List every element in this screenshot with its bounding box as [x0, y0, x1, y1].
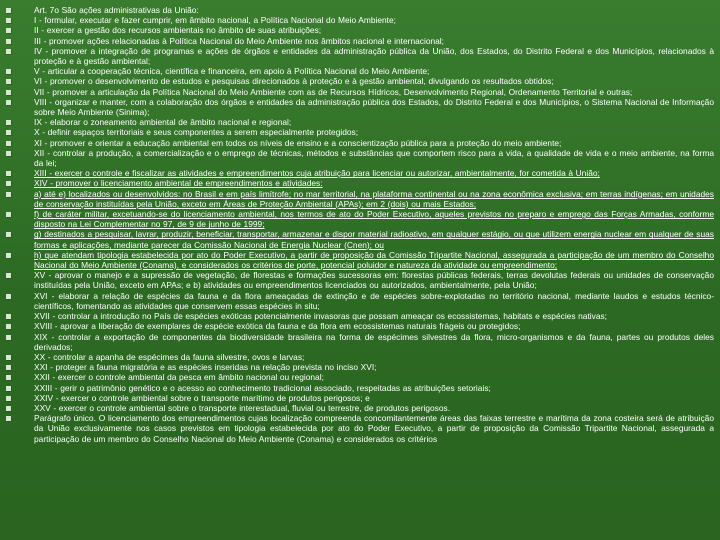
list-item [6, 352, 714, 362]
list-item-text: IX - elaborar o zoneamento ambiental de âmbito nacional e regional; [34, 117, 292, 128]
list-item [6, 87, 714, 97]
list-item-text: VIII - organizar e manter, com a colaboração dos órgãos e entidades da administração pública dos Estados, do Distrito Federal e dos Municípios, o Sistema Nacional de Informação sobre Meio Ambiente (Sinima); [34, 96, 714, 118]
square-bullet-icon [6, 406, 11, 411]
list-item-text: XV - aprovar o manejo e a supressão de vegetação, de florestas e formações sucessoras em: florestas públicas federais, terras devolutas federais ou unidades de conservação instituídas pela União, exceto em APAs; e b) atividades ou empreendimentos licenciados ou autorizados, ambientalmente, pela União; [34, 270, 714, 291]
list-item-text: X - definir espaços territoriais e seus componentes a serem especialmente protegidos; [34, 127, 359, 138]
list-item [6, 148, 714, 168]
list-item-text: XIII - exercer o controle e fiscalizar as atividades e empreendimentos cuja atribuição para licenciar ou autorizar, ambientalmente, for cometida à União; [34, 168, 600, 179]
square-bullet-icon [6, 365, 11, 370]
square-bullet-icon [6, 90, 11, 95]
list-item [6, 321, 714, 331]
list-item-text: XII - controlar a produção, a comercialização e o emprego de técnicas, métodos e substâncias que comportem risco para a vida, a qualidade de vida e o meio ambiente, na forma da lei; [34, 147, 714, 169]
list-item-text: XVI - elaborar a relação de espécies da fauna e da flora ameaçadas de extinção e de espécies sobre-explotadas no território nacional, mediante laudos e estudos técnico-científicos, fomentando as atividades que conservem essas espécies in situ; [34, 290, 714, 311]
square-bullet-icon [6, 120, 11, 125]
list-item [6, 270, 714, 290]
list-item [6, 36, 714, 46]
list-item [6, 168, 714, 178]
list-item [6, 127, 714, 137]
square-bullet-icon [6, 294, 11, 299]
list-item [6, 97, 714, 117]
list-item-text: I - formular, executar e fazer cumprir, em âmbito nacional, a Política Nacional do Meio Ambiente; [34, 15, 396, 26]
square-bullet-icon [6, 181, 11, 186]
list-item-text: XI - promover e orientar a educação ambiental em todos os níveis de ensino e a conscientização pública para a proteção do meio ambiente; [34, 137, 562, 148]
square-bullet-icon [6, 375, 11, 380]
square-bullet-icon [6, 232, 11, 237]
square-bullet-icon [6, 212, 11, 217]
square-bullet-icon [6, 273, 11, 278]
square-bullet-icon [6, 355, 11, 360]
list-item-text: XVII - controlar a introdução no País de espécies exóticas potencialmente invasoras que possam ameaçar os ecossistemas, habitats e espécies nativas; [34, 311, 608, 322]
list-item [6, 291, 714, 311]
list-item-text: IV - promover a integração de programas e ações de órgãos e entidades da administração pública da União, dos Estados, do Distrito Federal e dos Municípios, relacionados à proteção e à gestão ambiental; [34, 45, 714, 67]
list-item-text: III - promover ações relacionadas à Política Nacional do Meio Ambiente nos âmbitos nacional e internacional; [34, 35, 444, 46]
list-item [6, 5, 714, 15]
list-item [6, 332, 714, 352]
list-item-text: XIX - controlar a exportação de componentes da biodiversidade brasileira na forma de espécimes silvestres da flora, micro-organismos e da fauna, partes ou produtos deles derivados; [34, 331, 714, 352]
list-item [6, 117, 714, 127]
list-item-text: g) destinados a pesquisar, lavrar, produzir, beneficiar, transportar, armazenar e dispor material radioativo, em qualquer estágio, ou que utilizem energia nuclear em qualquer de suas formas e aplicações, mediante parecer da Comissão Nacional de Energia Nuclear (Cnen); ou [34, 229, 714, 250]
list-item [6, 76, 714, 86]
square-bullet-icon [6, 141, 11, 146]
square-bullet-icon [6, 314, 11, 319]
list-item [6, 15, 714, 25]
square-bullet-icon [6, 79, 11, 84]
list-item [6, 311, 714, 321]
square-bullet-icon [6, 171, 11, 176]
list-item-text: h) que atendam tipologia estabelecida por ato do Poder Executivo, a partir de proposição da Comissão Tripartite Nacional, assegurada a participação de um membro do Conselho Nacional do Meio Ambiente (Conama), e considerados os critérios de porte, potencial poluidor e natureza da atividade ou empreendimento; [34, 249, 714, 271]
list-item [6, 393, 714, 403]
square-bullet-icon [6, 39, 11, 44]
square-bullet-icon [6, 396, 11, 401]
square-bullet-icon [6, 324, 11, 329]
square-bullet-icon [6, 335, 11, 340]
list-item-text: VI - promover o desenvolvimento de estudos e pesquisas direcionados à proteção e à gestão ambiental, divulgando os resultados obtidos; [34, 76, 554, 87]
list-item [6, 413, 714, 444]
list-item [6, 46, 714, 66]
square-bullet-icon [6, 130, 11, 135]
list-item-text: XXV - exercer o controle ambiental sobre o transporte interestadual, fluvial ou terrestre, de produtos perigosos. [34, 402, 451, 413]
list-item [6, 138, 714, 148]
list-item-text: XIV - promover o licenciamento ambiental de empreendimentos e atividades: [34, 178, 323, 189]
list-item [6, 178, 714, 188]
square-bullet-icon [6, 100, 11, 105]
list-item-text: XXI - proteger a fauna migratória e as espécies inseridas na relação prevista no inciso XVI; [34, 362, 377, 373]
square-bullet-icon [6, 416, 11, 421]
list-item [6, 403, 714, 413]
list-item-text: XVIII - aprovar a liberação de exemplares de espécie exótica da fauna e da flora em ecossistemas naturais frágeis ou protegidos; [34, 321, 521, 332]
list-item [6, 25, 714, 35]
list-item [6, 209, 714, 229]
list-item [6, 362, 714, 372]
list-item [6, 189, 714, 209]
list-item-text: V - articular a cooperação técnica, científica e financeira, em apoio à Política Nacional do Meio Ambiente; [34, 66, 430, 77]
list-item [6, 250, 714, 270]
list-item-text: XXIV - exercer o controle ambiental sobre o transporte marítimo de produtos perigosos; e [34, 392, 370, 403]
square-bullet-icon [6, 192, 11, 197]
square-bullet-icon [6, 49, 11, 54]
list-item [6, 229, 714, 249]
list-item-text: Art. 7o São ações administrativas da União: [34, 5, 199, 15]
list-item [6, 66, 714, 76]
square-bullet-icon [6, 69, 11, 74]
list-item-text: XXII - exercer o controle ambiental da pesca em âmbito nacional ou regional; [34, 372, 324, 383]
square-bullet-icon [6, 28, 11, 33]
list-item-text: XXIII - gerir o patrimônio genético e o acesso ao conhecimento tradicional associado, respeitadas as atribuições setoriais; [34, 382, 491, 393]
square-bullet-icon [6, 386, 11, 391]
list-item-text: II - exercer a gestão dos recursos ambientais no âmbito de suas atribuições; [34, 25, 322, 36]
list-item-text: VII - promover a articulação da Política Nacional do Meio Ambiente com as de Recursos Hídricos, Desenvolvimento Regional, Ordenamento Territorial e outras; [34, 86, 633, 97]
square-bullet-icon [6, 151, 11, 156]
list-item-text: f) de caráter militar, excetuando-se do licenciamento ambiental, nos termos de ato do Poder Executivo, aqueles previstos no preparo e emprego das Forças Armadas, conforme disposto na Lei Complementar no 97, de 9 de junho de 1999; [34, 209, 714, 230]
bulleted-list [6, 5, 714, 444]
square-bullet-icon [6, 8, 11, 13]
list-item-text: XX - controlar a apanha de espécimes da fauna silvestre, ovos e larvas; [34, 351, 305, 362]
list-item [6, 372, 714, 382]
square-bullet-icon [6, 18, 11, 23]
list-item-text: Parágrafo único. O licenciamento dos empreendimentos cujas localização compreenda concomitantemente áreas das faixas terrestre e marítima da zona costeira será de atribuição da União exclusivamente nos casos previstos em tipologia estabelecida por ato do Poder Executivo, a partir de proposição da Comissão Tripartite Nacional, assegurada a participação de um membro do Conselho Nacional do Meio Ambiente (Conama) e considerados os critérios [34, 413, 714, 444]
list-item [6, 383, 714, 393]
list-item-text: a) até e) localizados ou desenvolvidos: no Brasil e em país limítrofe; no mar territorial, na plataforma continental ou na zona econômica exclusiva; em terras indígenas; em unidades de conservação instituídas pela União, exceto em Áreas de Proteção Ambiental (APAs); em 2 (dois) ou mais Estados; [34, 188, 714, 209]
square-bullet-icon [6, 253, 11, 258]
